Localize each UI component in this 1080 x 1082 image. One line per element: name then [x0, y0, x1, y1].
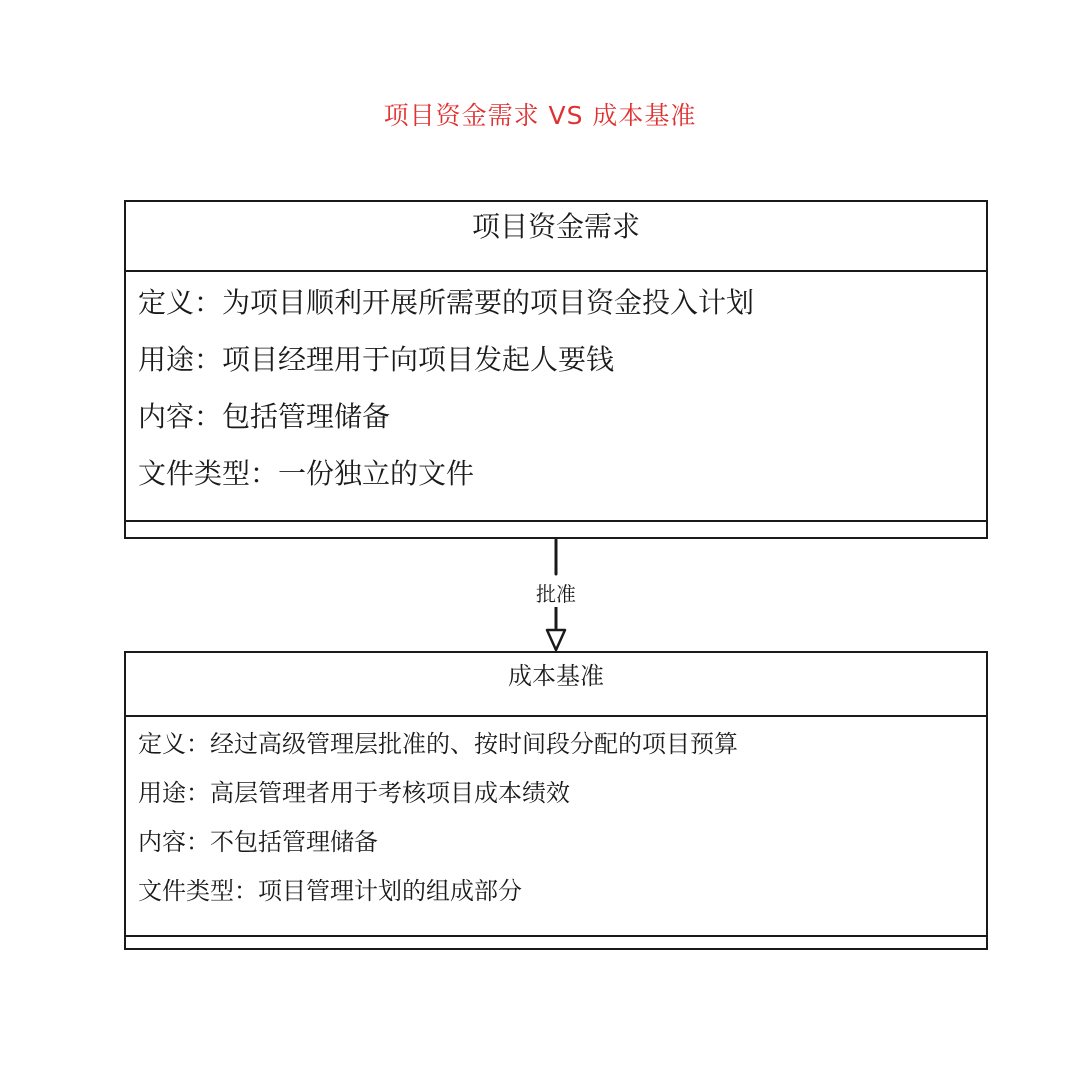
cost-baseline-box: [124, 651, 988, 950]
cost-baseline-attributes: [138, 723, 974, 919]
header-divider: [126, 715, 986, 717]
funding-requirements-box: [124, 200, 988, 539]
arrowhead-icon: [547, 630, 565, 650]
cost-baseline-header: 成本基准: [508, 662, 604, 690]
header-divider: [126, 270, 986, 272]
attribute-content: 内容：不包括管理储备: [138, 828, 378, 856]
attribute-usage: 用途：项目经理用于向项目发起人要钱: [138, 343, 615, 376]
funding-requirements-header: 项目资金需求: [471, 210, 640, 243]
attribute-usage: 用途：高层管理者用于考核项目成本绩效: [138, 779, 570, 807]
methods-divider: [126, 520, 986, 522]
attribute-file-type: 文件类型：一份独立的文件: [138, 457, 475, 490]
attribute-content: 内容：包括管理储备: [138, 400, 391, 433]
attribute-file-type: 文件类型：项目管理计划的组成部分: [138, 877, 522, 905]
methods-divider: [126, 935, 986, 937]
attribute-definition: 定义：为项目顺利开展所需要的项目资金投入计划: [138, 286, 755, 319]
connector-label: 批准: [506, 578, 606, 607]
diagram-title: 项目资金需求 VS 成本基准: [383, 101, 697, 130]
attribute-definition: 定义：经过高级管理层批准的、按时间段分配的项目预算: [138, 730, 738, 758]
funding-requirements-attributes: [138, 278, 974, 506]
